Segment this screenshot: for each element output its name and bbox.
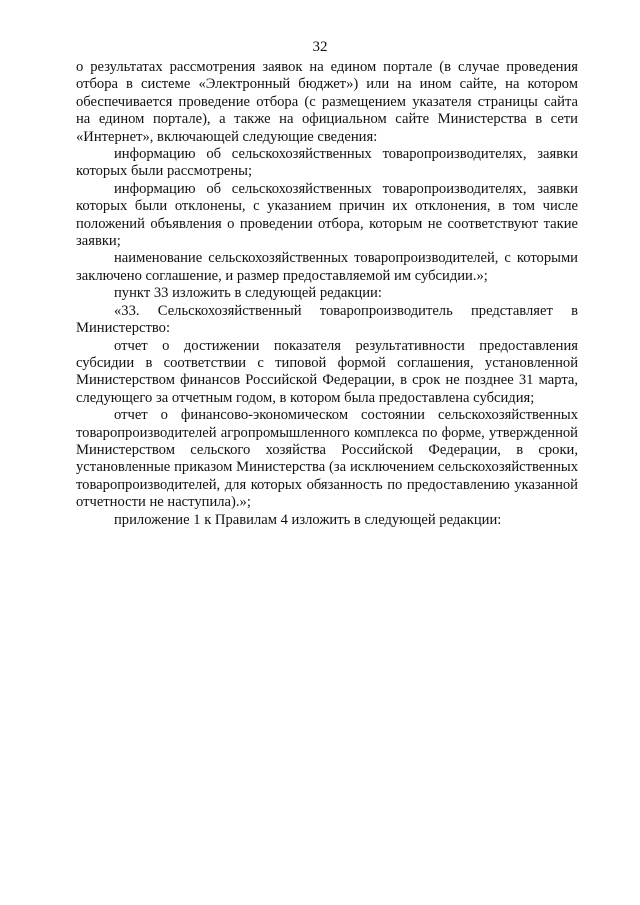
paragraph-clause-33-intro: пункт 33 изложить в следующей редакции: — [114, 285, 382, 302]
paragraph-financial-report: отчет о финансово-экономическом состоянии сельскохозяйственных товаропроизводителей агропромышленного комплекса по форме, утвержденной Министерством сельского хозяйства Российской Федерации, в сроки, установленные приказом Министерства (за исключением сельскохозяйственных товаропроизводителей, для которых обязанность по предоставлению указанной отчетности не наступила).»; — [76, 407, 578, 511]
paragraph-appendix-1: приложение 1 к Правилам 4 изложить в следующей редакции: — [114, 511, 502, 528]
paragraph-results-publication: о результатах рассмотрения заявок на едином портале (в случае проведения отбора в системе «Электронный бюджет») или на ином сайте, на котором обеспечивается проведение отбора (с размещением указателя страницы сайта на едином портале), а также на официальном сайте Министерства в сети «Интернет», включающей следующие сведения: — [76, 59, 578, 145]
paragraph-performance-report: отчет о достижении показателя результативности предоставления субсидии в соответствии с типовой формой соглашения, установленной Министерством финансов Российской Федерации, в срок не позднее 31 марта, следующего за отчетным годом, в котором была предоставлена субсидия; — [76, 337, 578, 406]
document-body — [76, 59, 578, 529]
paragraph-clause-33: «33. Сельскохозяйственный товаропроизводитель представляет в Министерство: — [76, 302, 578, 337]
page-number: 32 — [312, 39, 328, 55]
paragraph-reviewed-applications: информацию об сельскохозяйственных товаропроизводителях, заявки которых были рассмотрены; — [76, 146, 578, 180]
paragraph-agreement-recipients: наименование сельскохозяйственных товаропроизводителей, с которыми заключено соглашение, и размер предоставляемой им субсидии.»; — [76, 250, 578, 284]
paragraph-rejected-applications: информацию об сельскохозяйственных товаропроизводителях, заявки которых были отклонены, с указанием причин их отклонения, в том числе положений объявления о проведении отбора, которым не соответствуют такие заявки; — [76, 180, 578, 250]
